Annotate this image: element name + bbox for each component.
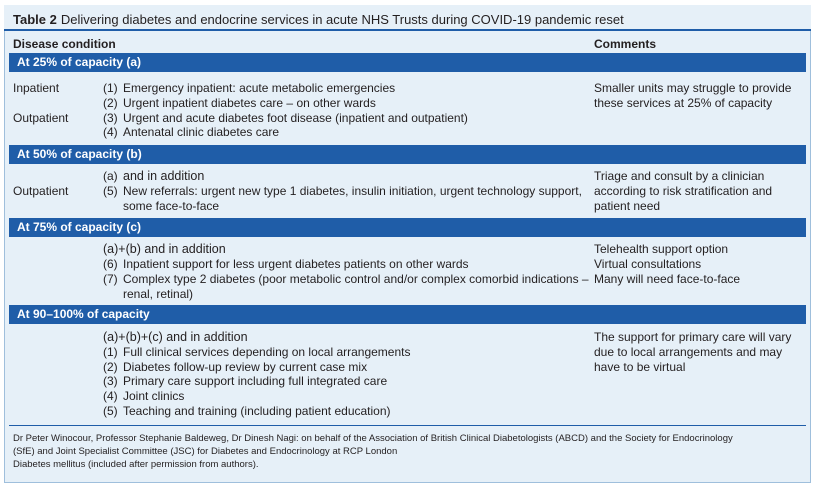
- list-item: Urgent and acute diabetes foot disease (inpatient and outpatient): [123, 111, 468, 125]
- footer-divider: [9, 425, 806, 426]
- list-item: renal, retinal): [123, 287, 194, 301]
- list-item: Inpatient support for less urgent diabetes patients on other wards: [123, 257, 469, 271]
- table-title-bar: [4, 5, 811, 31]
- comment-line: have to be virtual: [594, 360, 686, 374]
- item-number: (4): [103, 125, 118, 139]
- comment-line: Virtual consultations: [594, 257, 702, 271]
- row-label-outpatient: Outpatient: [13, 184, 69, 198]
- item-number: (5): [103, 184, 118, 198]
- comment-line: Triage and consult by a clinician: [594, 169, 765, 183]
- list-item: Diabetes follow-up review by current case mix: [123, 360, 368, 374]
- item-number: (3): [103, 111, 118, 125]
- list-item: Joint clinics: [123, 389, 185, 403]
- list-item: Emergency inpatient: acute metabolic emergencies: [123, 81, 396, 95]
- section-lead: (a)+(b) and in addition: [103, 242, 226, 256]
- comment-line: Telehealth support option: [594, 242, 729, 256]
- comment-line: patient need: [594, 199, 661, 213]
- item-number: (7): [103, 272, 118, 286]
- column-header-comments: Comments: [594, 37, 657, 51]
- table-caption: Delivering diabetes and endocrine services in acute NHS Trusts during COVID-19 pandemic reset: [60, 12, 624, 27]
- footer-note: Diabetes mellitus (included after permission from authors).: [13, 459, 259, 470]
- list-item: Antenatal clinic diabetes care: [123, 125, 280, 139]
- section-heading-25: At 25% of capacity (a): [9, 53, 806, 72]
- list-item: some face-to-face: [123, 199, 220, 213]
- item-number: (4): [103, 389, 118, 403]
- list-item: Primary care support including full integrated care: [123, 374, 388, 388]
- comment-line: according to risk stratification and: [594, 184, 773, 198]
- item-number: (3): [103, 374, 118, 388]
- table-title: [13, 12, 624, 27]
- section-lead: (a)+(b)+(c) and in addition: [103, 330, 248, 344]
- list-item: Full clinical services depending on local arrangements: [123, 345, 411, 359]
- list-item: Teaching and training (including patient education): [123, 404, 391, 418]
- list-item: Complex type 2 diabetes (poor metabolic control and/or complex comorbid indications –: [123, 272, 589, 286]
- footer-credit-line: Dr Peter Winocour, Professor Stephanie Baldeweg, Dr Dinesh Nagi: on behalf of the Association of British Clinical Diabetologists (ABCD) and the Society for Endocrinology: [13, 433, 733, 444]
- list-item: Urgent inpatient diabetes care – on other wards: [123, 96, 376, 110]
- section-heading-50: At 50% of capacity (b): [9, 145, 806, 164]
- item-number: (5): [103, 404, 118, 418]
- comment-line: The support for primary care will vary: [594, 330, 792, 344]
- item-number: (6): [103, 257, 118, 271]
- table-number: Table 2: [13, 12, 57, 27]
- row-label-inpatient: Inpatient: [13, 81, 60, 95]
- column-header-condition: Disease condition: [13, 37, 116, 51]
- list-item: New referrals: urgent new type 1 diabetes, insulin initiation, urgent technology support,: [123, 184, 582, 198]
- section-heading-75: At 75% of capacity (c): [9, 218, 806, 237]
- item-number: (a): [103, 169, 118, 183]
- item-number: (2): [103, 360, 118, 374]
- list-item: and in addition: [123, 169, 205, 183]
- item-number: (2): [103, 96, 118, 110]
- footer-credit-line: (SfE) and Joint Specialist Committee (JSC) for Diabetes and Endocrinology at RCP London: [13, 446, 398, 457]
- comment-line: these services at 25% of capacity: [594, 96, 773, 110]
- comment-line: Many will need face-to-face: [594, 272, 741, 286]
- item-number: (1): [103, 345, 118, 359]
- comment-line: Smaller units may struggle to provide: [594, 81, 792, 95]
- section-heading-90-100: At 90–100% of capacity: [9, 305, 806, 324]
- row-label-outpatient: Outpatient: [13, 111, 69, 125]
- item-number: (1): [103, 81, 118, 95]
- comment-line: due to local arrangements and may: [594, 345, 783, 359]
